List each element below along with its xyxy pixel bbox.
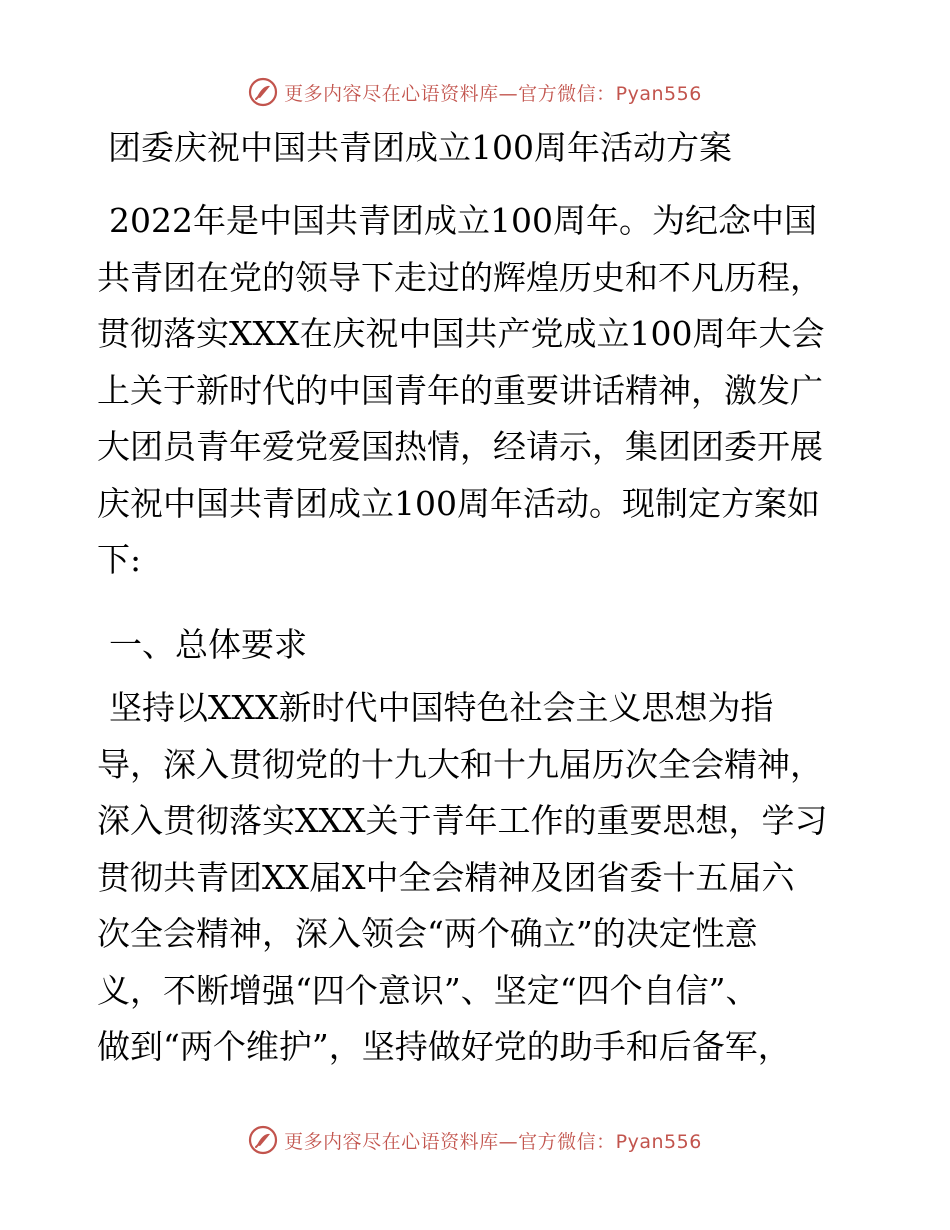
section-line: 深入贯彻落实XXX关于青年工作的重要思想，学习 (97, 801, 828, 840)
section-line: 次全会精神，深入领会“两个确立”的决定性意 (97, 914, 758, 953)
watermark-label: 更多内容尽在心语资料库—官方微信： (284, 82, 616, 105)
watermark-handle: Pyan556 (615, 82, 702, 105)
intro-line: 下: (97, 540, 142, 579)
section-line: 义，不断增强“四个意识”、坚定“四个自信”、 (97, 970, 759, 1010)
section-heading-text: 一、总体要求 (109, 625, 307, 664)
scroll-quill-icon (248, 1125, 278, 1155)
scroll-quill-icon (248, 77, 278, 107)
intro-line: 上关于新时代的中国青年的重要讲话精神，激发广 (97, 370, 823, 410)
document-title: 团委庆祝中国共青团成立100周年活动方案 (108, 128, 732, 167)
section-line: 坚持以XXX新时代中国特色社会主义思想为指 (109, 688, 774, 727)
section-line: 贯彻共青团XX届X中全会精神及团省委十五届六 (97, 857, 795, 897)
intro-line: 共青团在党的领导下走过的辉煌历史和不凡历程， (97, 257, 823, 297)
section-line: 做到“两个维护”，坚持做好党的助手和后备军， (97, 1027, 791, 1066)
intro-paragraph (97, 193, 857, 589)
watermark-banner-top (0, 72, 950, 112)
watermark-text (284, 1127, 702, 1154)
section-paragraph (97, 680, 857, 1076)
intro-line: 贯彻落实XXX在庆祝中国共产党成立100周年大会 (97, 314, 825, 353)
intro-line: 庆祝中国共青团成立100周年活动。现制定方案如 (97, 483, 820, 523)
intro-line: 大团员青年爱党爱国热情，经请示，集团团委开展 (97, 427, 823, 466)
watermark-handle: Pyan556 (615, 1130, 702, 1153)
watermark-text (284, 79, 702, 106)
watermark-banner-bottom (0, 1120, 950, 1160)
section-line: 导，深入贯彻党的十九大和十九届历次全会精神， (97, 744, 823, 784)
intro-line: 2022年是中国共青团成立100周年。为纪念中国 (109, 201, 817, 240)
section-heading (97, 617, 857, 674)
watermark-label: 更多内容尽在心语资料库—官方微信： (284, 1130, 616, 1153)
